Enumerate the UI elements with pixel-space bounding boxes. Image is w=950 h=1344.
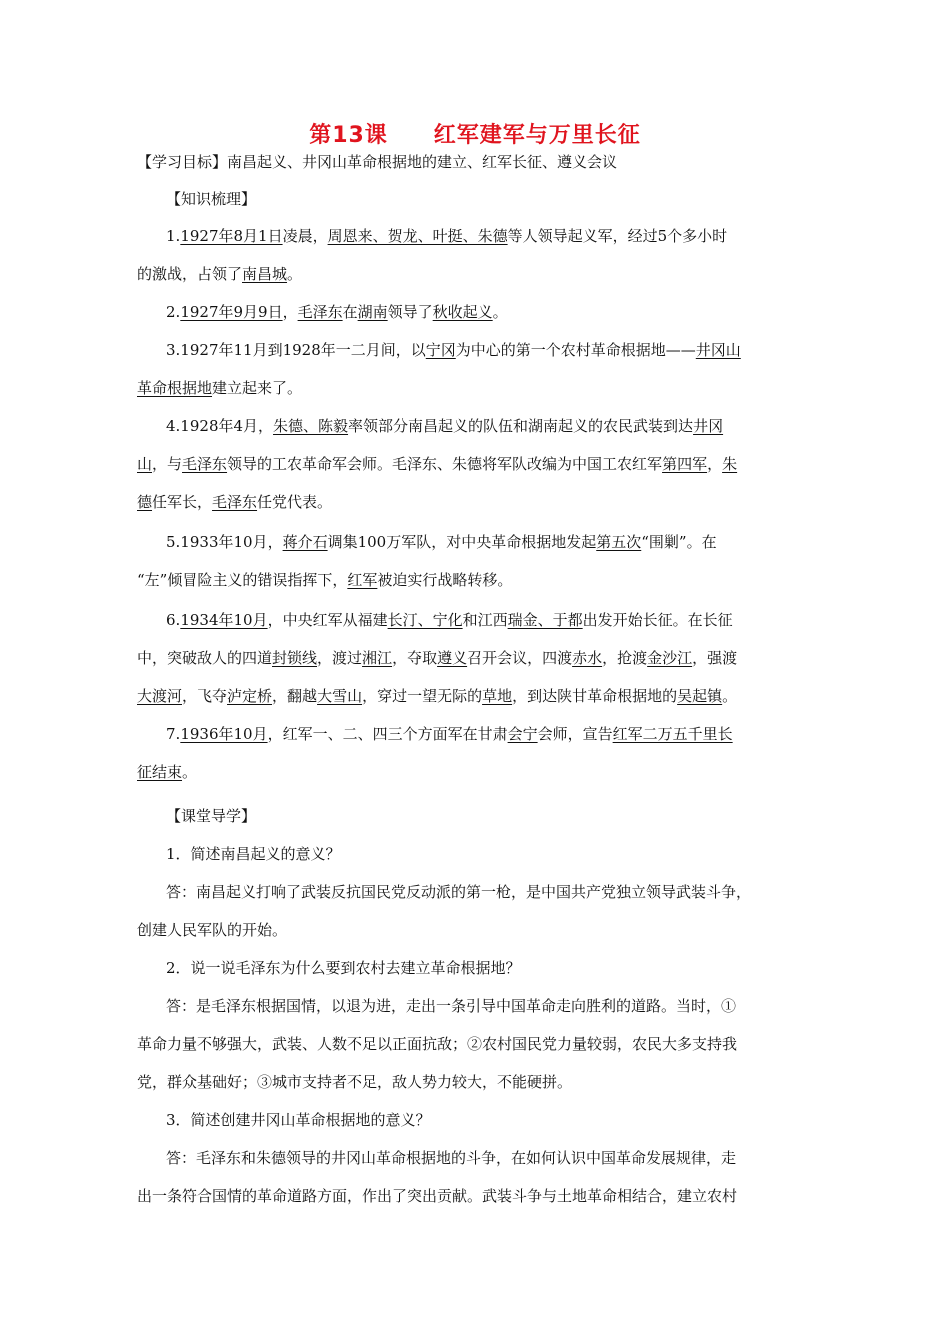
text-segment: 任军长， (152, 493, 213, 511)
text-segment: 被迫实行战略转移。 (377, 571, 513, 589)
text-segment: ， (282, 303, 298, 321)
text-segment: 调集100万军队，对中央革命根据地发起 (327, 533, 597, 551)
underlined-term: 红军 (347, 571, 378, 589)
underlined-term: 革命根据地 (137, 379, 213, 397)
answer-line: 出一条符合国情的革命道路方面，作出了突出贡献。武装斗争与土地革命相结合，建立农村 (137, 1187, 738, 1205)
text-segment: 率领部分南昌起义的队伍和湖南起义的农民武装到达 (348, 417, 694, 435)
text-segment: ，中央红军从福建 (267, 611, 388, 629)
underlined-term: 第四军 (662, 455, 708, 473)
knowledge-line (166, 416, 813, 436)
text-segment: 。 (182, 763, 198, 781)
underlined-term: 草地 (482, 687, 513, 705)
text-segment: 4.1928年4月， (166, 417, 274, 435)
text-segment: 中，突破敌人的四道 (137, 649, 273, 667)
text-segment: “围剿”。在 (641, 533, 717, 551)
text-segment: 5.1933年10月， (166, 533, 283, 551)
text-segment: 召开会议，四渡 (467, 649, 573, 667)
underlined-term: 1936年10月 (180, 725, 268, 743)
knowledge-line (166, 724, 813, 744)
knowledge-line (166, 532, 813, 552)
underlined-term: 赤水 (572, 649, 603, 667)
text-segment: 领导的工农革命军会师。毛泽东、朱德将军队改编为中国工农红军 (227, 455, 663, 473)
text-segment: 建立起来了。 (212, 379, 303, 397)
knowledge-line (137, 762, 813, 782)
text-segment: 。 (492, 303, 508, 321)
text-segment: ，抢渡 (602, 649, 648, 667)
text-segment: 的激战，占领了 (137, 265, 243, 283)
question-line: 2．说一说毛泽东为什么要到农村去建立革命根据地？ (166, 959, 521, 977)
text-segment: 任党代表。 (257, 493, 333, 511)
knowledge-line (137, 454, 813, 474)
text-segment: 为中心的第一个农村革命根据地—— (455, 341, 696, 359)
text-segment: ，渡过 (317, 649, 363, 667)
underlined-term: 湖南 (357, 303, 388, 321)
underlined-term: 宁冈 (425, 341, 456, 359)
knowledge-line (137, 264, 813, 284)
text-segment: 出发开始长征。在长征 (582, 611, 733, 629)
answer-line: 答：南昌起义打响了武装反抗国民党反动派的第一枪，是中国共产党独立领导武装斗争， (166, 883, 752, 901)
underlined-term: 封锁线 (272, 649, 318, 667)
page-title: 第13课 红军建军与万里长征 (309, 123, 641, 148)
text-segment: 和江西 (462, 611, 508, 629)
underlined-term: 会宁 (507, 725, 538, 743)
question-line: 1．简述南昌起义的意义？ (166, 845, 341, 863)
answer-line: 党，群众基础好；③城市支持者不足，敌人势力较大，不能硬拼。 (137, 1073, 573, 1091)
underlined-term: 秋收起义 (432, 303, 493, 321)
underlined-term: 蒋介石 (282, 533, 328, 551)
underlined-term: 南昌城 (242, 265, 288, 283)
text-segment: 3.1927年11月到1928年一二月间，以 (166, 341, 426, 359)
answer-line: 答：毛泽东和朱德领导的井冈山革命根据地的斗争，在如何认识中国革命发展规律，走 (166, 1149, 737, 1167)
underlined-term: 朱德、陈毅 (273, 417, 349, 435)
text-segment: 2. (166, 303, 181, 321)
underlined-term: 德 (137, 493, 153, 511)
underlined-term: 毛泽东 (182, 455, 228, 473)
underlined-term: 湘江 (362, 649, 393, 667)
underlined-term: 征结束 (137, 763, 183, 781)
answer-line: 革命力量不够强大，武装、人数不足以正面抗敌；②农村国民党力量较弱，农民大多支持我 (137, 1035, 738, 1053)
text-segment: 凌晨， (282, 227, 328, 245)
knowledge-line (137, 686, 813, 706)
question-line: 3．简述创建井冈山革命根据地的意义？ (166, 1111, 431, 1129)
knowledge-line (166, 226, 813, 246)
text-segment: 领导了 (387, 303, 433, 321)
knowledge-line (137, 492, 813, 512)
underlined-term: 朱 (722, 455, 738, 473)
text-segment: ，强渡 (692, 649, 738, 667)
underlined-term: 1927年8月1日 (180, 227, 283, 245)
text-segment: ，飞夺 (182, 687, 228, 705)
text-segment: ，红军一、二、四三个方面军在甘肃 (267, 725, 508, 743)
underlined-term: 大渡河 (137, 687, 183, 705)
underlined-term: 吴起镇 (677, 687, 723, 705)
underlined-term: 大雪山 (317, 687, 363, 705)
knowledge-line (166, 610, 813, 630)
underlined-term: 泸定桥 (227, 687, 273, 705)
text-segment: 。 (722, 687, 738, 705)
underlined-term: 山 (137, 455, 153, 473)
knowledge-line (137, 378, 813, 398)
underlined-term: 井冈 (693, 417, 724, 435)
underlined-term: 金沙江 (647, 649, 693, 667)
underlined-term: 长汀、宁化 (387, 611, 463, 629)
text-segment: 。 (287, 265, 303, 283)
answer-line: 答：是毛泽东根据国情，以退为进，走出一条引导中国革命走向胜利的道路。当时，① (166, 997, 737, 1015)
underlined-term: 红军二万五千里长 (612, 725, 733, 743)
knowledge-line (137, 648, 813, 668)
text-segment: “左”倾冒险主义的错误指挥下， (137, 571, 348, 589)
underlined-term: 毛泽东 (297, 303, 343, 321)
underlined-term: 周恩来、贺龙、叶挺、朱德 (327, 227, 508, 245)
text-segment: ， (707, 455, 723, 473)
text-segment: ，到达陕甘革命根据地的 (512, 687, 678, 705)
knowledge-line (166, 302, 813, 322)
text-segment: 6. (166, 611, 181, 629)
underlined-term: 1934年10月 (180, 611, 268, 629)
underlined-term: 瑞金、于都 (507, 611, 583, 629)
text-segment: 7. (166, 725, 181, 743)
knowledge-header: 【知识梳理】 (166, 190, 257, 208)
answer-line: 创建人民军队的开始。 (137, 921, 288, 939)
text-segment: 在 (342, 303, 358, 321)
learning-objective: 【学习目标】南昌起义、井冈山革命根据地的建立、红军长征、遵义会议 (137, 153, 618, 171)
underlined-term: 毛泽东 (212, 493, 258, 511)
underlined-term: 井冈山 (695, 341, 741, 359)
text-segment: 1. (166, 227, 181, 245)
text-segment: ，翻越 (272, 687, 318, 705)
classroom-header: 【课堂导学】 (166, 807, 257, 825)
knowledge-line (166, 340, 813, 360)
text-segment: ，与 (152, 455, 183, 473)
underlined-term: 第五次 (596, 533, 642, 551)
knowledge-line (137, 570, 813, 590)
text-segment: 会师，宣告 (537, 725, 613, 743)
underlined-term: 遵义 (437, 649, 468, 667)
underlined-term: 1927年9月9日 (180, 303, 283, 321)
text-segment: ，穿过一望无际的 (362, 687, 483, 705)
text-segment: 等人领导起义军，经过5个多小时 (507, 227, 728, 245)
text-segment: ，夺取 (392, 649, 438, 667)
